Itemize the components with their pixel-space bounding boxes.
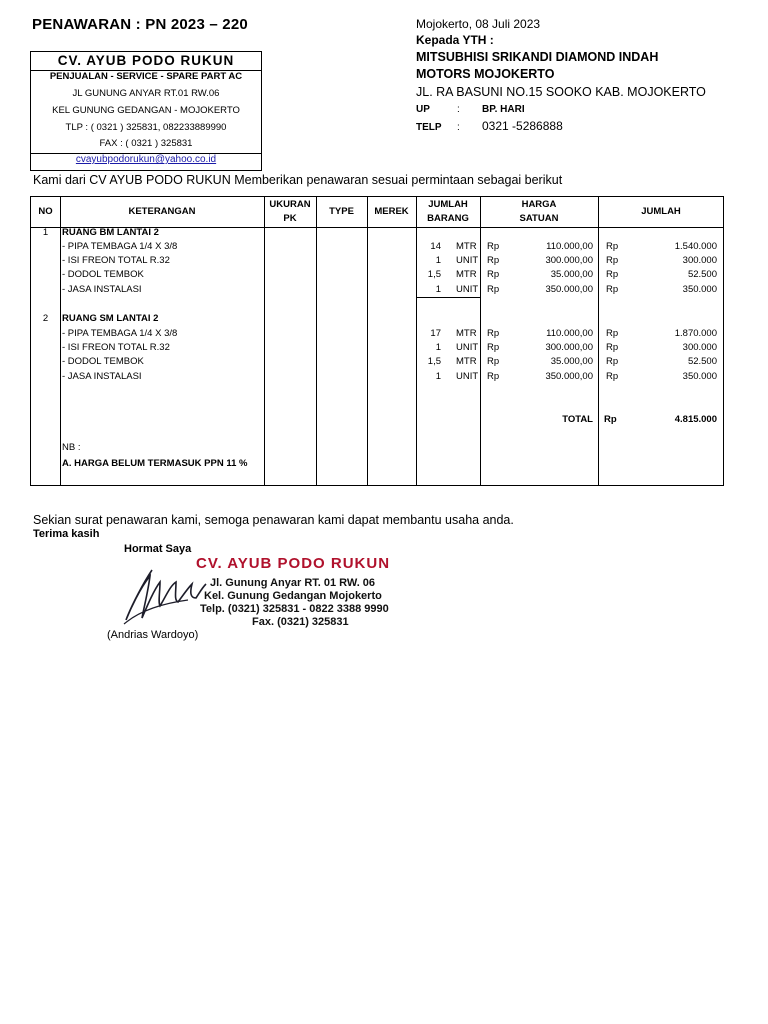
currency-label: Rp — [487, 342, 500, 353]
item-description: - PIPA TEMBAGA 1/4 X 3/8 — [62, 328, 178, 339]
item-quantity: 1 — [435, 342, 441, 353]
currency-label: Rp — [487, 328, 500, 339]
total-label: TOTAL — [562, 414, 593, 425]
column-divider — [480, 197, 481, 485]
item-unit-price: 35.000,00 — [550, 356, 593, 367]
item-unit-price: 350.000,00 — [545, 284, 593, 295]
item-unit: UNIT — [456, 284, 479, 295]
header-merek: MEREK — [374, 206, 409, 217]
item-amount: 52.500 — [687, 356, 717, 367]
currency-label: Rp — [606, 356, 619, 367]
up-colon: : — [457, 104, 460, 115]
item-amount: 52.500 — [687, 269, 717, 280]
thanks-text: Terima kasih — [33, 528, 100, 540]
item-unit-price: 300.000,00 — [545, 255, 593, 266]
item-amount: 350.000 — [682, 284, 717, 295]
column-divider — [316, 197, 317, 485]
item-unit: MTR — [456, 241, 477, 252]
stamp-line-2: Kel. Gunung Gedangan Mojokerto — [204, 590, 382, 602]
item-unit-price: 110.000,00 — [546, 241, 593, 252]
item-quantity: 1,5 — [427, 269, 441, 280]
item-unit: UNIT — [456, 255, 479, 266]
company-letterhead-box — [30, 51, 262, 171]
header-jumlah: JUMLAH — [428, 199, 468, 210]
item-amount: 300.000 — [682, 342, 717, 353]
recipient-name-1: MITSUBHISI SRIKANDI DIAMOND INDAH — [416, 50, 659, 64]
header-pk: PK — [283, 213, 297, 224]
item-description: - ISI FREON TOTAL R.32 — [62, 342, 170, 353]
header-barang: BARANG — [427, 213, 469, 224]
currency-label: Rp — [606, 255, 619, 266]
telp-label: TELP — [416, 122, 442, 133]
item-quantity: 1 — [435, 284, 441, 295]
item-unit-price: 350.000,00 — [545, 371, 593, 382]
telp-colon: : — [457, 122, 460, 133]
company-address-1: JL GUNUNG ANYAR RT.01 RW.06 — [72, 88, 220, 99]
company-address-2: KEL GUNUNG GEDANGAN - MOJOKERTO — [52, 105, 240, 116]
item-description: - ISI FREON TOTAL R.32 — [62, 255, 170, 266]
stamp-company-name: CV. AYUB PODO RUKUN — [196, 555, 391, 572]
header-ukuran: UKURAN — [269, 199, 311, 210]
item-description: - JASA INSTALASI — [62, 284, 142, 295]
currency-label: Rp — [606, 342, 619, 353]
currency-label: Rp — [487, 284, 500, 295]
column-divider — [264, 197, 265, 485]
item-unit: MTR — [456, 269, 477, 280]
currency-label: Rp — [487, 371, 500, 382]
header-harga: HARGA — [521, 199, 557, 210]
section-number: 2 — [42, 313, 49, 324]
item-description: - DODOL TEMBOK — [62, 269, 144, 280]
currency-label: Rp — [606, 269, 619, 280]
item-quantity: 14 — [430, 241, 441, 252]
header-satuan: SATUAN — [519, 213, 559, 224]
header-keterangan: KETERANGAN — [128, 206, 196, 217]
company-business: PENJUALAN - SERVICE - SPARE PART AC — [49, 71, 243, 82]
header-total: JUMLAH — [641, 206, 681, 217]
stamp-line-3: Telp. (0321) 325831 - 0822 3388 9990 — [200, 603, 389, 615]
letter-date: Mojokerto, 08 Juli 2023 — [416, 17, 541, 31]
item-description: - JASA INSTALASI — [62, 371, 142, 382]
intro-text: Kami dari CV AYUB PODO RUKUN Memberikan penawaran sesuai permintaan sebagai berikut — [33, 173, 563, 187]
to-label: Kepada YTH : — [416, 33, 494, 47]
item-amount: 1.870.000 — [674, 328, 717, 339]
item-unit-price: 300.000,00 — [545, 342, 593, 353]
qty-divider — [416, 297, 480, 298]
up-value: BP. HARI — [482, 104, 525, 115]
item-description: - DODOL TEMBOK — [62, 356, 144, 367]
company-fax: FAX : ( 0321 ) 325831 — [99, 138, 193, 149]
item-amount: 1.540.000 — [674, 241, 717, 252]
signer-name: (Andrias Wardoyo) — [107, 629, 199, 641]
section-number: 1 — [42, 227, 49, 238]
item-quantity: 17 — [430, 328, 441, 339]
item-unit: MTR — [456, 356, 477, 367]
currency-label: Rp — [487, 269, 500, 280]
stamp-line-1: Jl. Gunung Anyar RT. 01 RW. 06 — [210, 577, 376, 589]
total-amount: 4.815.000 — [674, 414, 717, 425]
item-quantity: 1 — [435, 255, 441, 266]
header-no: NO — [38, 206, 53, 217]
item-unit: UNIT — [456, 342, 479, 353]
currency-label: Rp — [487, 241, 500, 252]
item-quantity: 1 — [435, 371, 441, 382]
item-unit: MTR — [456, 328, 477, 339]
note-text: A. HARGA BELUM TERMASUK PPN 11 % — [62, 458, 248, 469]
offer-table — [30, 196, 724, 486]
note-label: NB : — [62, 442, 81, 453]
currency-label: Rp — [606, 284, 619, 295]
item-quantity: 1,5 — [427, 356, 441, 367]
item-unit: UNIT — [456, 371, 479, 382]
column-divider — [60, 197, 61, 485]
recipient-address: JL. RA BASUNI NO.15 SOOKO KAB. MOJOKERTO — [416, 85, 706, 99]
document-number: PENAWARAN : PN 2023 – 220 — [32, 16, 248, 33]
section-title: RUANG SM LANTAI 2 — [62, 313, 159, 324]
item-unit-price: 35.000,00 — [550, 269, 593, 280]
currency-label: Rp — [606, 371, 619, 382]
section-title: RUANG BM LANTAI 2 — [62, 227, 159, 238]
company-name: CV. AYUB PODO RUKUN — [57, 53, 235, 68]
item-amount: 300.000 — [682, 255, 717, 266]
column-divider — [598, 197, 599, 485]
currency-label: Rp — [487, 255, 500, 266]
item-unit-price: 110.000,00 — [546, 328, 593, 339]
recipient-name-2: MOTORS MOJOKERTO — [416, 67, 555, 81]
currency-label: Rp — [606, 241, 619, 252]
up-label: UP — [416, 104, 430, 115]
company-phone: TLP : ( 0321 ) 325831, 082233889990 — [65, 122, 227, 133]
item-description: - PIPA TEMBAGA 1/4 X 3/8 — [62, 241, 178, 252]
company-email-link[interactable]: cvayubpodorukun@yahoo.co.id — [75, 154, 217, 165]
telp-value: 0321 -5286888 — [482, 119, 563, 133]
company-stamp — [118, 552, 418, 632]
closing-text: Sekian surat penawaran kami, semoga penawaran kami dapat membantu usaha anda. — [33, 513, 514, 527]
currency-label: Rp — [606, 328, 619, 339]
header-type: TYPE — [329, 206, 354, 217]
item-amount: 350.000 — [682, 371, 717, 382]
column-divider — [367, 197, 368, 485]
stamp-line-4: Fax. (0321) 325831 — [252, 616, 349, 628]
currency-label: Rp — [487, 356, 500, 367]
regards-text: Hormat Saya — [124, 543, 192, 555]
total-currency: Rp — [604, 414, 617, 425]
